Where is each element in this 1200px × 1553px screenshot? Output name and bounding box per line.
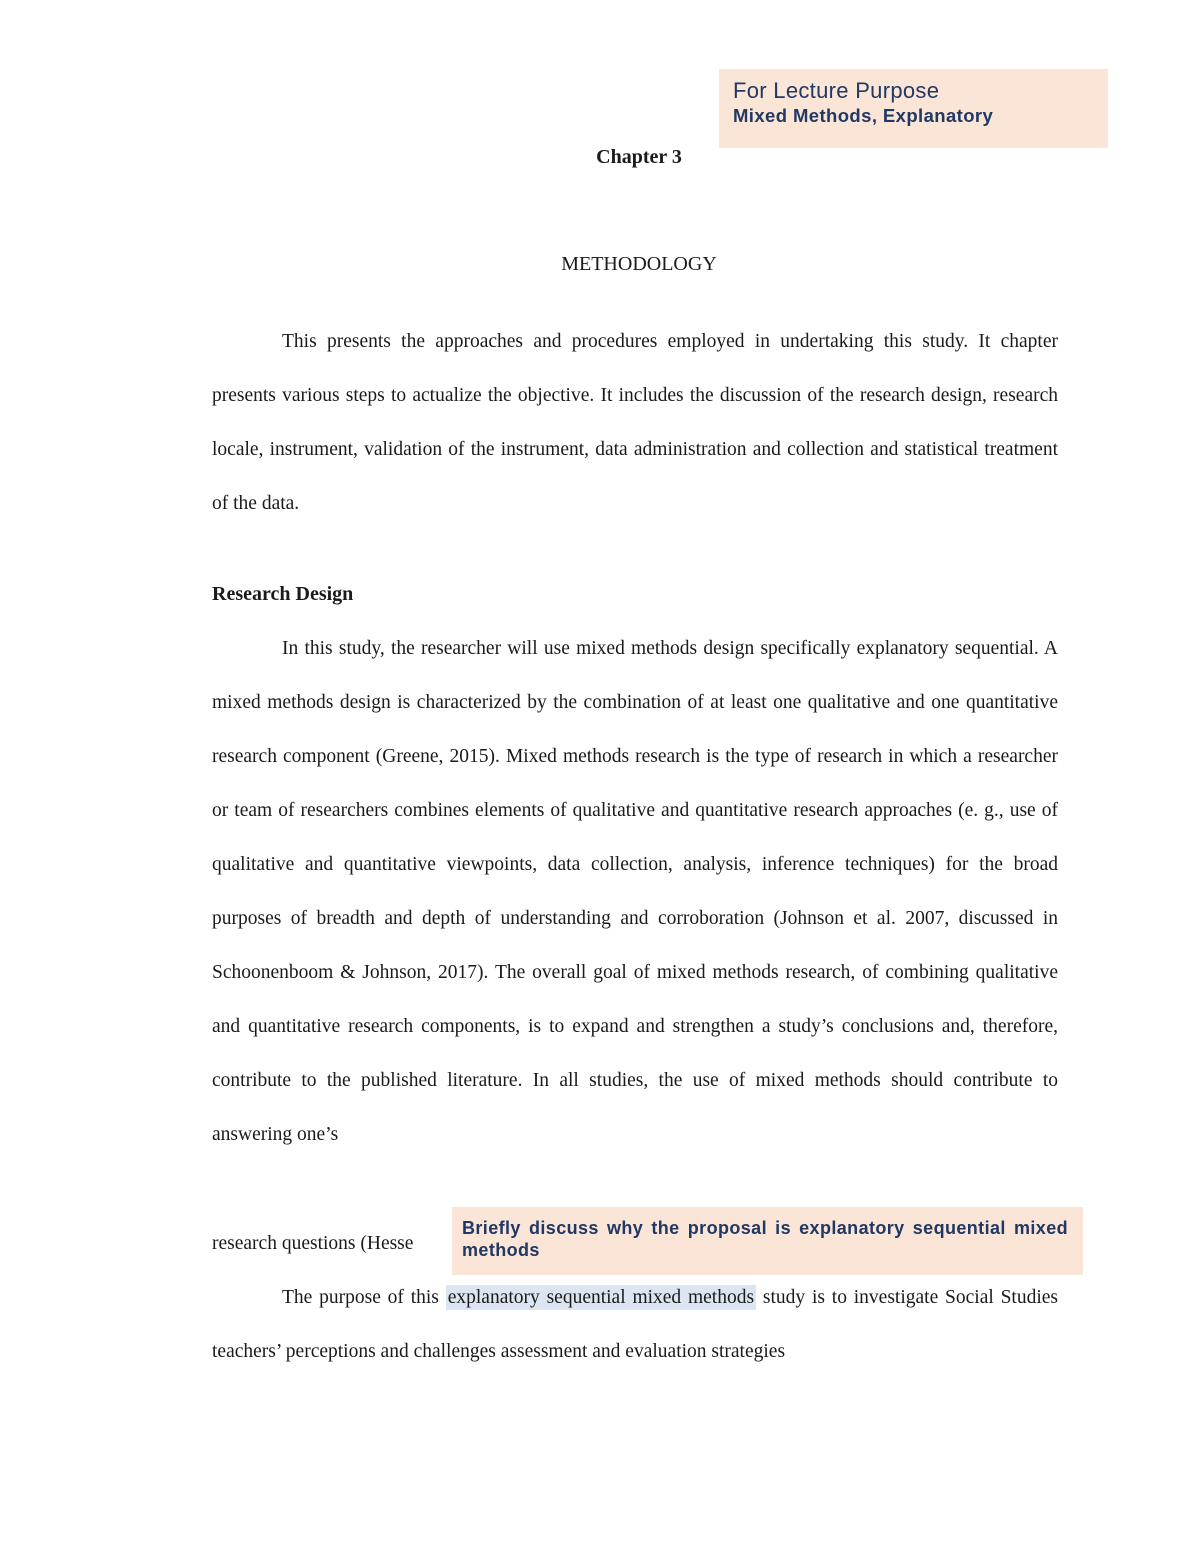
chapter-heading: Chapter 3 xyxy=(596,146,682,168)
note-title: For Lecture Purpose xyxy=(733,78,940,103)
purpose-before: The purpose of this xyxy=(282,1287,439,1308)
comment-box: Briefly discuss why the proposal is explanatory sequential mixed methods xyxy=(452,1207,1083,1275)
intro-text: This presents the approaches and procedures employed in undertaking this study. It chapter presents various steps to actualize the objective. It includes the discussion of the research design, research locale, instrument, validation of the instrument, data administration and collection and statistical treatment of the data. xyxy=(212,331,1058,514)
research-design-heading: Research Design xyxy=(212,583,354,605)
research-design-text: In this study, the researcher will use mixed methods design specifically explanatory sequential. A mixed methods design is characterized by the combination of at least one qualitative and one quantitative research component (Greene, 2015). Mixed methods research is the type of research in which a researcher or team of researchers combines elements of qualitative and quantitative research approaches (e. g., use of qualitative and quantitative viewpoints, data collection, analysis, inference techniques) for the broad purposes of breadth and depth of understanding and corroboration (Johnson et al. 2007, discussed in Schoonenboom & Johnson, 2017). The overall goal of mixed methods research, of combining qualitative and quantitative research components, is to expand and strengthen a study’s conclusions and, therefore, contribute to the published literature. In all studies, the use of mixed methods should contribute to answering one’s xyxy=(212,638,1058,1145)
lecture-note-box xyxy=(719,69,1108,148)
research-design-paragraph xyxy=(212,622,1058,1162)
purpose-paragraph xyxy=(212,1271,1058,1379)
purpose-after: study is to investigate Social Studies teachers’ perceptions and challenges assessment and evaluation strategies xyxy=(212,1287,1059,1362)
methodology-title: METHODOLOGY xyxy=(561,253,717,275)
note-subtitle: Mixed Methods, Explanatory xyxy=(733,105,994,126)
research-design-last-line: research questions (Hesse xyxy=(212,1233,414,1254)
intro-paragraph xyxy=(212,315,1058,531)
highlighted-text: explanatory sequential mixed methods xyxy=(447,1287,755,1308)
